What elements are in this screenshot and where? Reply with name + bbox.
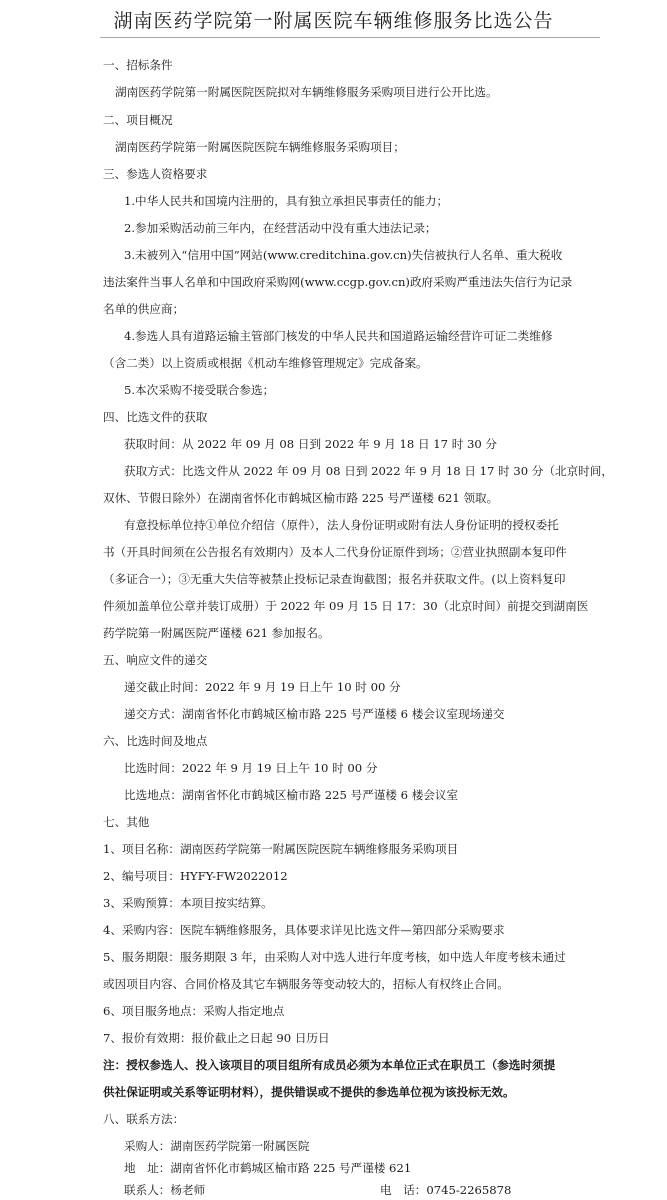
qualification-item-3-line-3: 名单的供应商；	[103, 302, 185, 316]
note-line-2: 供社保证明或关系等证明材料），提供错误或不提供的参选单位视为该投标无效。	[103, 1085, 515, 1099]
registration-paragraph-line-4: 件须加盖单位公章并装订成册）于 2022 年 09 月 15 日 17：30（北京时间）前提交到湖南医	[103, 599, 589, 613]
other-item-project-number: 2、编号项目：HYFY-FW2022012	[103, 869, 288, 883]
heading-other: 七、其他	[103, 815, 150, 829]
heading-contact: 八、联系方法：	[103, 1112, 185, 1126]
other-item-content: 4、采购内容：医院车辆维修服务，具体要求详见比选文件—第四部分采购要求	[103, 923, 505, 937]
acquisition-method-line-2: 双休、节假日除外）在湖南省怀化市鹤城区榆市路 225 号严谨楼 621 领取。	[103, 491, 499, 505]
registration-paragraph-line-3: （多证合一）；③无重大失信等被禁止投标记录查询截图；报名并获取文件。(以上资料复印	[103, 572, 566, 586]
acquisition-method-line-1: 获取方式：比选文件从 2022 年 09 月 08 日到 2022 年 9 月 18 日 17 时 30 分（北京时间，	[124, 464, 613, 478]
heading-selection-time-place: 六、比选时间及地点	[103, 734, 208, 748]
other-item-service-period-line-1: 5、服务期限：服务期限 3 年，由采购人对中选人进行年度考核，如中选人年度考核未通过	[103, 950, 566, 964]
qualification-item-4-line-1: 4.参选人具有道路运输主管部门核发的中华人民共和国道路运输经营许可证二类维修	[124, 329, 553, 343]
qualification-item-1: 1.中华人民共和国境内注册的，具有独立承担民事责任的能力；	[124, 194, 449, 208]
selection-place: 比选地点：湖南省怀化市鹤城区榆市路 225 号严谨楼 6 楼会议室	[124, 788, 459, 802]
qualification-item-5: 5.本次采购不接受联合参选；	[124, 383, 275, 397]
submission-method: 递交方式：湖南省怀化市鹤城区榆市路 225 号严谨楼 6 楼会议室现场递交	[124, 707, 505, 721]
contact-person: 联系人：杨老师	[124, 1183, 206, 1197]
contact-purchaser: 采购人：湖南医药学院第一附属医院	[124, 1139, 310, 1153]
heading-document-acquisition: 四、比选文件的获取	[103, 410, 208, 424]
contact-address: 地 址：湖南省怀化市鹤城区榆市路 225 号严谨楼 621	[124, 1161, 412, 1175]
note-line-1: 注：授权参选人、投入该项目的项目组所有成员必须为本单位正式在职员工（参选时须提	[103, 1058, 556, 1072]
page-title: 湖南医药学院第一附属医院车辆维修服务比选公告	[113, 10, 554, 32]
heading-bid-conditions: 一、招标条件	[103, 58, 173, 72]
other-item-service-location: 6、项目服务地点：采购人指定地点	[103, 1004, 285, 1018]
title-divider	[100, 37, 600, 38]
selection-time: 比选时间：2022 年 9 月 19 日上午 10 时 00 分	[124, 761, 378, 775]
registration-paragraph-line-2: 书（开具时间须在公告报名有效期内）及本人二代身份证原件到场；②营业执照副本复印件	[103, 545, 567, 559]
other-item-project-name: 1、项目名称：湖南医药学院第一附属医院医院车辆维修服务采购项目	[103, 842, 459, 856]
paragraph-project-overview: 湖南医药学院第一附属医院医院车辆维修服务采购项目；	[115, 140, 405, 154]
acquisition-time: 获取时间：从 2022 年 09 月 08 日到 2022 年 9 月 18 日 17 时 30 分	[124, 437, 498, 451]
qualification-item-4-line-2: （含二类）以上资质或根据《机动车维修管理规定》完成备案。	[103, 356, 428, 370]
other-item-service-period-line-2: 或因项目内容、合同价格及其它车辆服务等变动较大的，招标人有权终止合同。	[103, 977, 509, 991]
other-item-budget: 3、采购预算：本项目按实结算。	[103, 896, 273, 910]
qualification-item-3-line-2: 违法案件当事人名单和中国政府采购网(www.ccgp.gov.cn)政府采购严重违法失信行为记录	[103, 275, 573, 289]
heading-qualifications: 三、参选人资格要求	[103, 167, 208, 181]
submission-deadline: 递交截止时间：2022 年 9 月 19 日上午 10 时 00 分	[124, 680, 401, 694]
heading-project-overview: 二、项目概况	[103, 113, 173, 127]
paragraph-bid-conditions: 湖南医药学院第一附属医院医院拟对车辆维修服务采购项目进行公开比选。	[115, 85, 498, 99]
contact-phone: 电 话：0745-2265878	[380, 1183, 512, 1197]
registration-paragraph-line-1: 有意投标单位持①单位介绍信（原件），法人身份证明或附有法人身份证明的授权委托	[124, 518, 559, 532]
qualification-item-3-line-1: 3.未被列入“信用中国”网站(www.creditchina.gov.cn)失信被执行人名单、重大税收	[124, 248, 563, 262]
other-item-quote-validity: 7、报价有效期：报价截止之日起 90 日历日	[103, 1031, 330, 1045]
heading-response-submission: 五、响应文件的递交	[103, 653, 208, 667]
registration-paragraph-line-5: 药学院第一附属医院严谨楼 621 参加报名。	[103, 626, 330, 640]
qualification-item-2: 2.参加采购活动前三年内，在经营活动中没有重大违法记录；	[124, 221, 437, 235]
